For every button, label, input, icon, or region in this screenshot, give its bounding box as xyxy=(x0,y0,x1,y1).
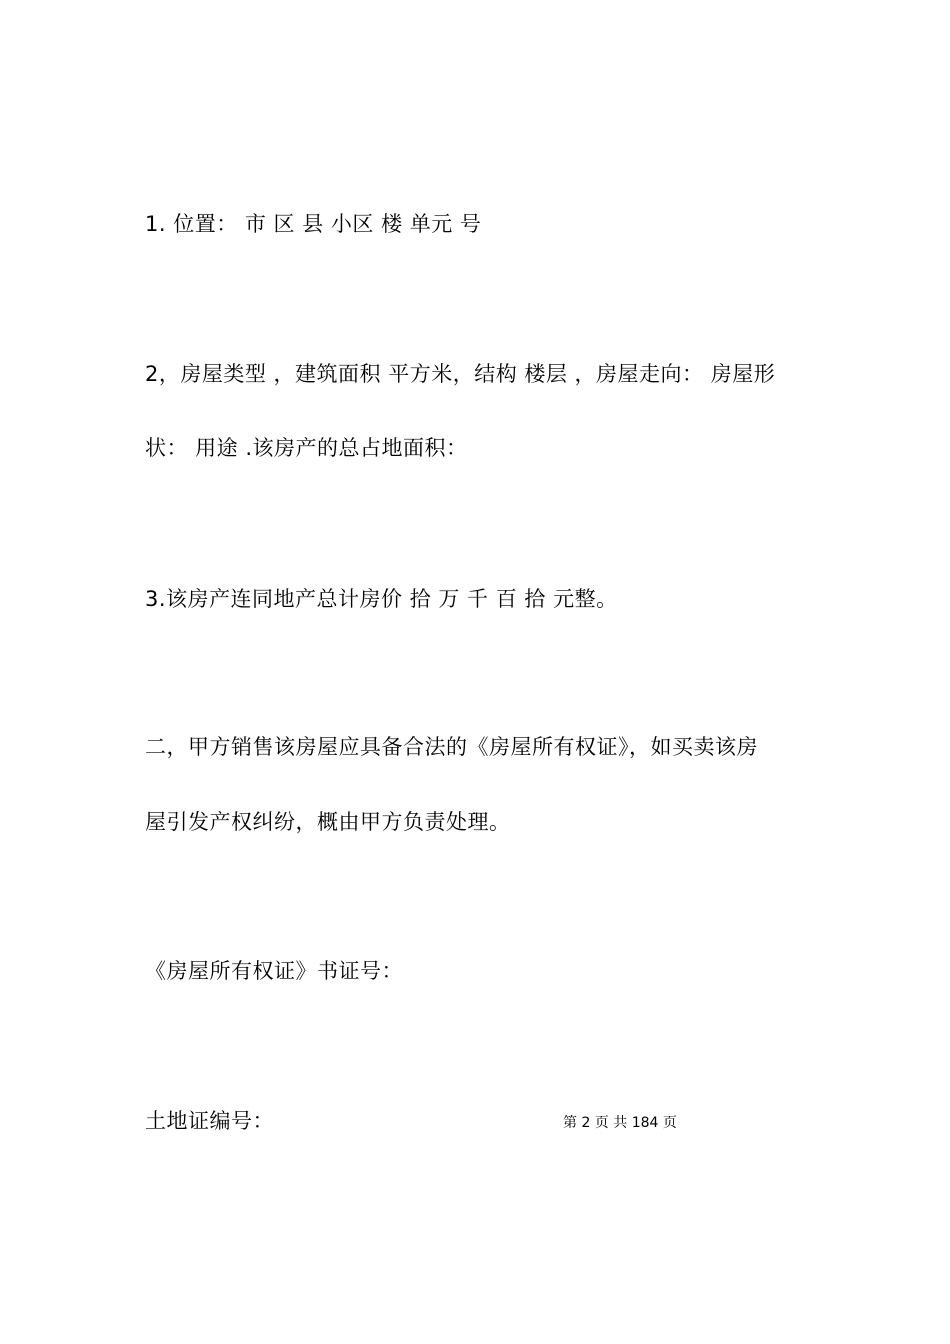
section-2-line1: 二，甲方销售该房屋应具备合法的《房屋所有权证》，如买卖该房 xyxy=(145,735,758,759)
page-number-footer: 第 2 页 共 184 页 xyxy=(563,1115,677,1131)
section-2-line2: 屋引发产权纠纷，概由甲方负责处理。 xyxy=(145,810,511,834)
certificate-number: 《房屋所有权证》书证号： xyxy=(145,959,403,983)
clause-2-house-type-line2: 状： 用途 .该房产的总占地面积： xyxy=(145,436,468,460)
land-certificate-number: 土地证编号： xyxy=(145,1109,274,1133)
clause-1-location: 1. 位置： 市 区 县 小区 楼 单元 号 xyxy=(145,212,482,236)
clause-3-price: 3.该房产连同地产总计房价 拾 万 千 百 拾 元整。 xyxy=(145,587,618,611)
clause-2-house-type-line1: 2，房屋类型 ，建筑面积 平方米，结构 楼层 ，房屋走向： 房屋形 xyxy=(145,362,776,386)
